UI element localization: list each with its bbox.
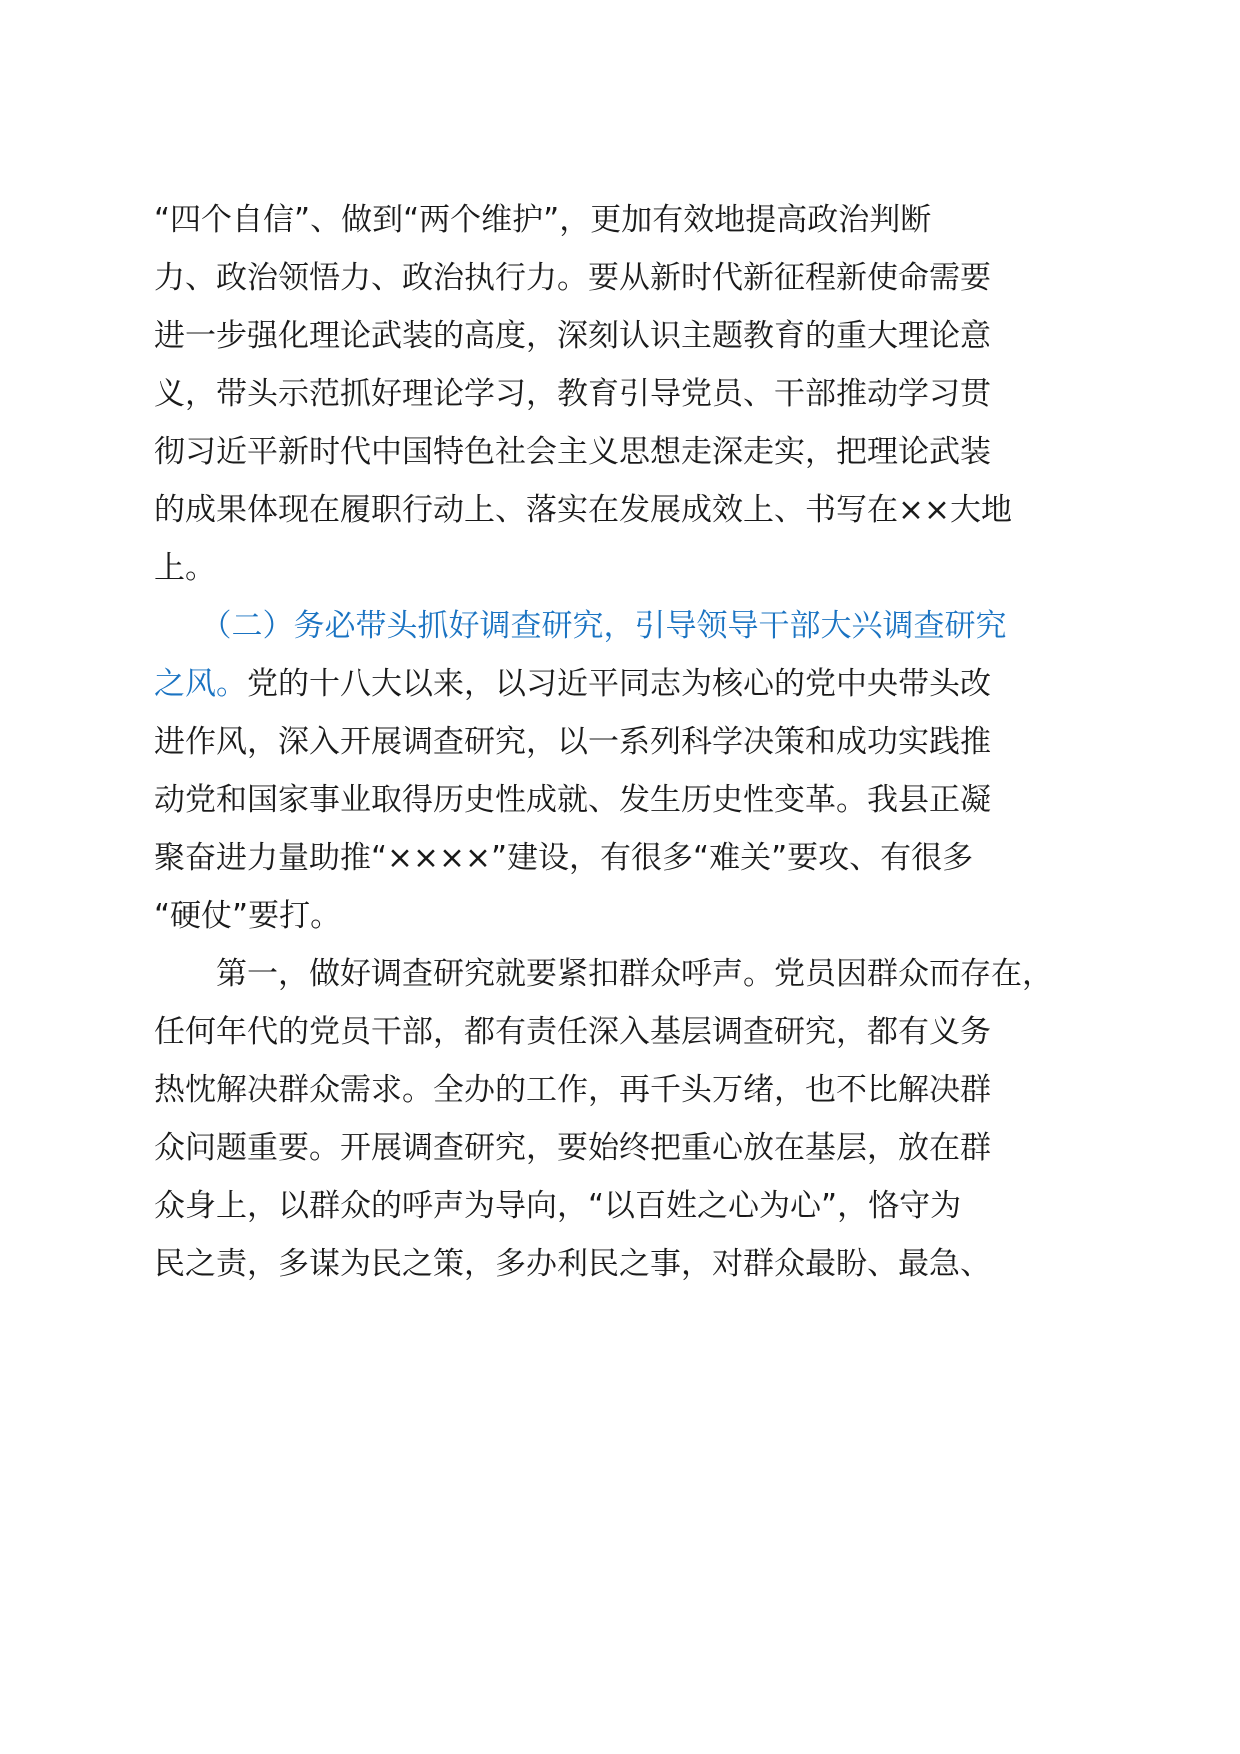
paragraph-line: 第一，做好调查研究就要紧扣群众呼声。党员因群众而存在，	[154, 956, 1053, 992]
paragraph-line: 上。	[154, 550, 216, 586]
paragraph-line: 众问题重要。开展调查研究，要始终把重心放在基层，放在群	[154, 1130, 991, 1166]
paragraph-line: “硬仗”要打。	[154, 898, 342, 934]
section-heading-continuation	[154, 664, 991, 704]
paragraph-line: 任何年代的党员干部，都有责任深入基层调查研究，都有义务	[154, 1014, 991, 1050]
paragraph-line: 进作风，深入开展调查研究，以一系列科学决策和成功实践推	[154, 724, 991, 760]
section-heading-line: （二）务必带头抓好调查研究，引导领导干部大兴调查研究	[154, 608, 1007, 644]
paragraph-line: 聚奋进力量助推“××××”建设，有很多“难关”要攻、有很多	[154, 840, 974, 876]
paragraph-line: 的成果体现在履职行动上、落实在发展成效上、书写在××大地	[154, 492, 1012, 528]
paragraph-line: 义，带头示范抓好理论学习，教育引导党员、干部推动学习贯	[154, 376, 991, 412]
paragraph-text: 党的十八大以来，以习近平同志为核心的党中央带头改	[247, 666, 991, 702]
paragraph-line: 热忱解决群众需求。全办的工作，再千头万绪，也不比解决群	[154, 1072, 991, 1108]
paragraph-line: 力、政治领悟力、政治执行力。要从新时代新征程新使命需要	[154, 260, 991, 296]
paragraph-line: 民之责，多谋为民之策，多办利民之事，对群众最盼、最急、	[154, 1246, 991, 1282]
paragraph-line: 众身上，以群众的呼声为导向，“以百姓之心为心”，恪守为	[154, 1188, 962, 1224]
paragraph-line: 进一步强化理论武装的高度，深刻认识主题教育的重大理论意	[154, 318, 991, 354]
paragraph-line: “四个自信”、做到“两个维护”，更加有效地提高政治判断	[154, 202, 932, 238]
section-heading-end: 之风。	[154, 666, 247, 702]
paragraph-line: 动党和国家事业取得历史性成就、发生历史性变革。我县正凝	[154, 782, 991, 818]
paragraph-line: 彻习近平新时代中国特色社会主义思想走深走实，把理论武装	[154, 434, 991, 470]
